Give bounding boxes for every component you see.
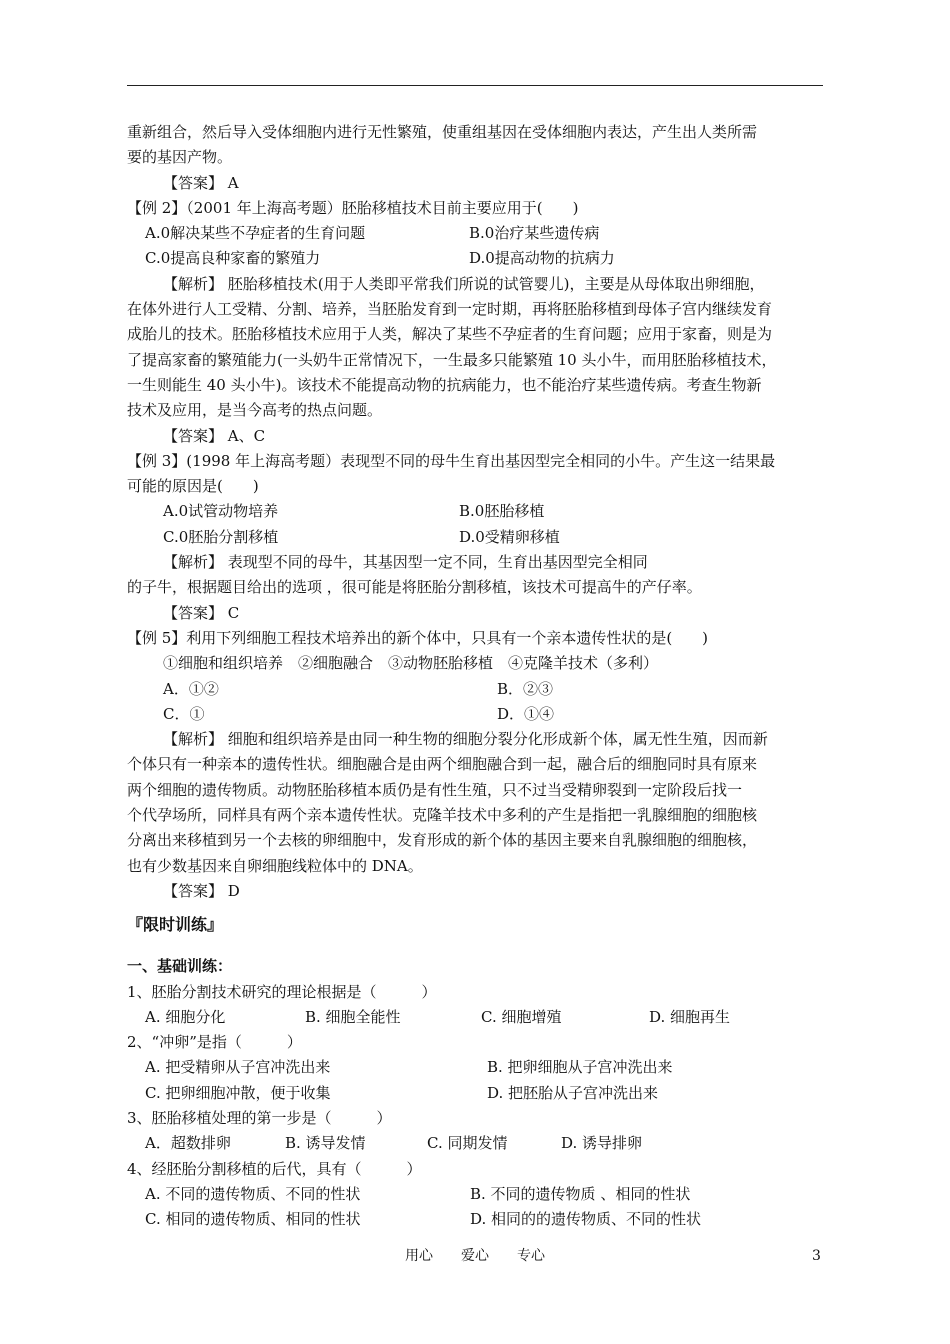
option-a: A.0试管动物培养 xyxy=(163,502,279,521)
options-row xyxy=(127,246,827,271)
option-a: A.0解决某些不孕症者的生育问题 xyxy=(145,224,366,243)
footer-text: 用心 爱心 专心 xyxy=(405,1248,545,1264)
question-4: 4、经胚胎分割移植的后代，具有（ ） xyxy=(127,1159,422,1178)
options-row xyxy=(127,702,827,727)
option-b: B. 诱导发情 xyxy=(285,1134,366,1153)
option-c: C.0胚胎分割移植 xyxy=(163,527,279,546)
analysis-line: 【解析】 细胞和组织培养是由同一种生物的细胞分裂分化形成新个体，属无性生殖，因而新 xyxy=(163,730,768,749)
option-b: B. 细胞全能性 xyxy=(305,1007,401,1026)
option-c: C. 把卵细胞冲散，便于收集 xyxy=(145,1083,331,1102)
option-a: A. 细胞分化 xyxy=(145,1007,226,1026)
option-d: D.0提高动物的抗病力 xyxy=(469,249,615,268)
option-d: D.0受精卵移植 xyxy=(459,527,560,546)
options-row xyxy=(127,677,827,702)
page-number: 3 xyxy=(812,1248,821,1264)
option-c: C.0提高良种家畜的繁殖力 xyxy=(145,249,321,268)
analysis-line: 【解析】 胚胎移植技术(用于人类即平常我们所说的试管婴儿)，主要是从母体取出卵细胞， xyxy=(163,274,765,293)
option-a: A．超数排卵 xyxy=(145,1134,231,1153)
options-row xyxy=(127,1131,827,1156)
example-5-question: 【例 5】利用下列细胞工程技术培养出的新个体中，只具有一个亲本遗传性状的是( ) xyxy=(127,628,709,647)
option-b: B.0治疗某些遗传病 xyxy=(469,224,600,243)
text-line: 的子牛，根据题目给出的选项 ，很可能是将胚胎分割移植，该技术可提高牛的产仔率。 xyxy=(127,578,702,597)
answer-line: 【答案】 A、C xyxy=(163,426,266,445)
option-d: D. 相同的的遗传物质、不同的性状 xyxy=(470,1210,702,1229)
option-a: A．①② xyxy=(163,679,219,698)
analysis-line: 【解析】 表现型不同的母牛，其基因型一定不同，生育出基因型完全相同 xyxy=(163,553,648,572)
header-rule xyxy=(127,85,823,86)
option-d: D．①④ xyxy=(497,704,555,723)
text-line: 分离出来移植到另一个去核的卵细胞中，发育形成的新个体的基因主要来自乳腺细胞的细胞核， xyxy=(127,831,758,850)
options-row xyxy=(127,525,827,550)
subsection-heading: 一、基础训练： xyxy=(127,957,233,976)
text-line: 在体外进行人工受精、分割、培养，当胚胎发育到一定时期，再将胚胎移植到母体子宫内继续发育 xyxy=(127,300,773,319)
answer-line: 【答案】 A xyxy=(163,173,239,192)
text-line: 技术及应用，是当今高考的热点问题。 xyxy=(127,401,383,420)
option-c: C. 相同的遗传物质、相同的性状 xyxy=(145,1210,361,1229)
answer-line: 【答案】 D xyxy=(163,881,240,900)
question-2: 2、“冲卵”是指（ ） xyxy=(127,1033,302,1052)
text-line: 一生则能生 40 头小牛)。该技术不能提高动物的抗病能力，也不能治疗某些遗传病。考查生物新 xyxy=(127,375,762,394)
option-b: B．②③ xyxy=(497,679,554,698)
options-row xyxy=(127,499,827,524)
text-line: 两个细胞的遗传物质。动物胚胎移植本质仍是有性生殖，只不过当受精卵裂到一定阶段后找一 xyxy=(127,780,743,799)
text-line: 成胎儿的技术。胚胎移植技术应用于人类，解决了某些不孕症者的生育问题；应用于家畜，则是为 xyxy=(127,325,773,344)
text-line: 也有少数基因来自卵细胞线粒体中的 DNA。 xyxy=(127,856,423,875)
statement-list: ①细胞和组织培养 ②细胞融合 ③动物胚胎移植 ④克隆羊技术（多利） xyxy=(163,654,659,673)
option-d: D. 把胚胎从子宫冲洗出来 xyxy=(487,1083,659,1102)
text-line: 重新组合，然后导入受体细胞内进行无性繁殖，使重组基因在受体细胞内表达，产生出人类所需 xyxy=(127,123,758,141)
option-b: B. 把卵细胞从子宫冲洗出来 xyxy=(487,1058,673,1077)
example-3-question: 【例 3】(1998 年上海高考题）表现型不同的母牛生育出基因型完全相同的小牛。产生这一结果最 xyxy=(127,451,776,470)
option-d: D. 细胞再生 xyxy=(649,1007,731,1026)
example-2-question: 【例 2】（2001 年上海高考题）胚胎移植技术目前主要应用于( ) xyxy=(127,198,579,217)
text-line: 要的基因产物。 xyxy=(127,148,233,167)
options-row xyxy=(127,1055,827,1080)
option-a: A. 不同的遗传物质、不同的性状 xyxy=(145,1184,361,1203)
page-content xyxy=(127,120,827,1232)
option-d: D. 诱导排卵 xyxy=(561,1134,643,1153)
option-c: C. 同期发情 xyxy=(427,1134,508,1153)
question-1: 1、胚胎分割技术研究的理论根据是（ ） xyxy=(127,982,437,1001)
question-3: 3、胚胎移植处理的第一步是（ ） xyxy=(127,1108,392,1127)
options-row xyxy=(127,1081,827,1106)
text-line: 个体只有一种亲本的遗传性状。细胞融合是由两个细胞融合到一起，融合后的细胞同时具有原来 xyxy=(127,755,758,774)
options-row xyxy=(127,221,827,246)
options-row xyxy=(127,1207,827,1232)
text-line: 了提高家畜的繁殖能力(一头奶牛正常情况下，一生最多只能繁殖 10 头小牛，而用胚胎移植技术， xyxy=(127,350,777,369)
section-heading: 『限时训练』 xyxy=(127,915,224,935)
option-b: B. 不同的遗传物质 、相同的性状 xyxy=(470,1184,691,1203)
option-c: C. 细胞增殖 xyxy=(481,1007,562,1026)
options-row xyxy=(127,1005,827,1030)
option-b: B.0胚胎移植 xyxy=(459,502,545,521)
text-line: 可能的原因是( ) xyxy=(127,477,259,496)
option-c: C．① xyxy=(163,704,205,723)
answer-line: 【答案】 C xyxy=(163,603,240,622)
page-footer xyxy=(0,1245,950,1267)
options-row xyxy=(127,1182,827,1207)
text-line: 个代孕场所，同样具有两个亲本遗传性状。克隆羊技术中多利的产生是指把一乳腺细胞的细胞核 xyxy=(127,806,758,825)
option-a: A. 把受精卵从子宫冲洗出来 xyxy=(145,1058,331,1077)
